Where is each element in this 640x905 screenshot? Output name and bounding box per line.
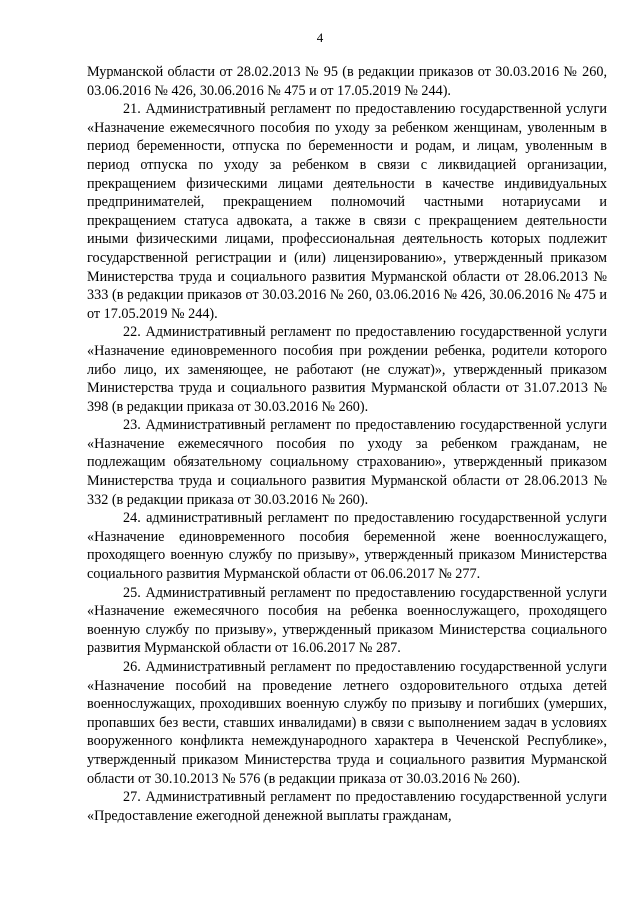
paragraph-item-22: 22. Административный регламент по предоставлению государственной услуги «Назначение единовременного пособия при рождении ребенка, родители которого либо лицо, их заменяющее, не работают (не служат)», утвержденный приказом Министерства труда и социального развития Мурманской области от 31.07.2013 № 398 (в редакции приказа от 30.03.2016 № 260). — [87, 324, 607, 415]
paragraph-item-21: 21. Административный регламент по предоставлению государственной услуги «Назначение ежемесячного пособия по уходу за ребенком женщинам, уволенным в период беременности, отпуска по беременности и родам, и лицам, уволенным в период отпуска по уходу за ребенком в связи с ликвидацией организации, прекращением физическими лицами деятельности в качестве индивидуальных предпринимателей, прекращением полномочий частными нотариусами и прекращением статуса адвоката, а также в связи с прекращением деятельности иными физическими лицами, профессиональная деятельность которых подлежит государственной регистрации и (или) лицензированию», утвержденный приказом Министерства труда и социального развития Мурманской области от 28.06.2013 № 333 (в редакции приказов от 30.03.2016 № 260, 03.06.2016 № 426, 30.06.2016 № 475 и от 17.05.2019 № 244). — [87, 101, 607, 322]
paragraph-item-25: 25. Административный регламент по предоставлению государственной услуги «Назначение ежемесячного пособия на ребенка военнослужащего, проходящего военную службу по призыву», утвержденный приказом Министерства социального развития Мурманской области от 16.06.2017 № 287. — [87, 584, 607, 657]
paragraph-continuation: Мурманской области от 28.02.2013 № 95 (в редакции приказов от 30.03.2016 № 260, 03.06.2016 № 426, 30.06.2016 № 475 и от 17.05.2019 № 244). — [87, 64, 607, 99]
paragraph-item-23: 23. Административный регламент по предоставлению государственной услуги «Назначение ежемесячного пособия по уходу за ребенком гражданам, не подлежащим обязательному социальному страхованию», утвержденный приказом Министерства труда и социального развития Мурманской области от 28.06.2013 № 332 (в редакции приказа от 30.03.2016 № 260). — [87, 417, 607, 508]
paragraph-item-24: 24. административный регламент по предоставлению государственной услуги «Назначение единовременного пособия беременной жене военнослужащего, проходящего военную службу по призыву», утвержденный приказом Министерства социального развития Мурманской области от 06.06.2017 № 277. — [87, 510, 607, 583]
page-number: 4 — [316, 30, 324, 45]
document-body — [87, 63, 607, 825]
paragraph-item-27: 27. Административный регламент по предоставлению государственной услуги «Предоставление ежегодной денежной выплаты гражданам, — [87, 789, 607, 824]
paragraph-item-26: 26. Административный регламент по предоставлению государственной услуги «Назначение пособий на проведение летнего оздоровительного отдыха детей военнослужащих, проходивших военную службу по призыву и погибших (умерших, пропавших без вести, ставших инвалидами) в связи с выполнением задач в условиях вооруженного конфликта немеждународного характера в Чеченской Республике», утвержденный приказом Министерства труда и социального развития Мурманской области от 30.10.2013 № 576 (в редакции приказа от 30.03.2016 № 260). — [87, 659, 607, 787]
